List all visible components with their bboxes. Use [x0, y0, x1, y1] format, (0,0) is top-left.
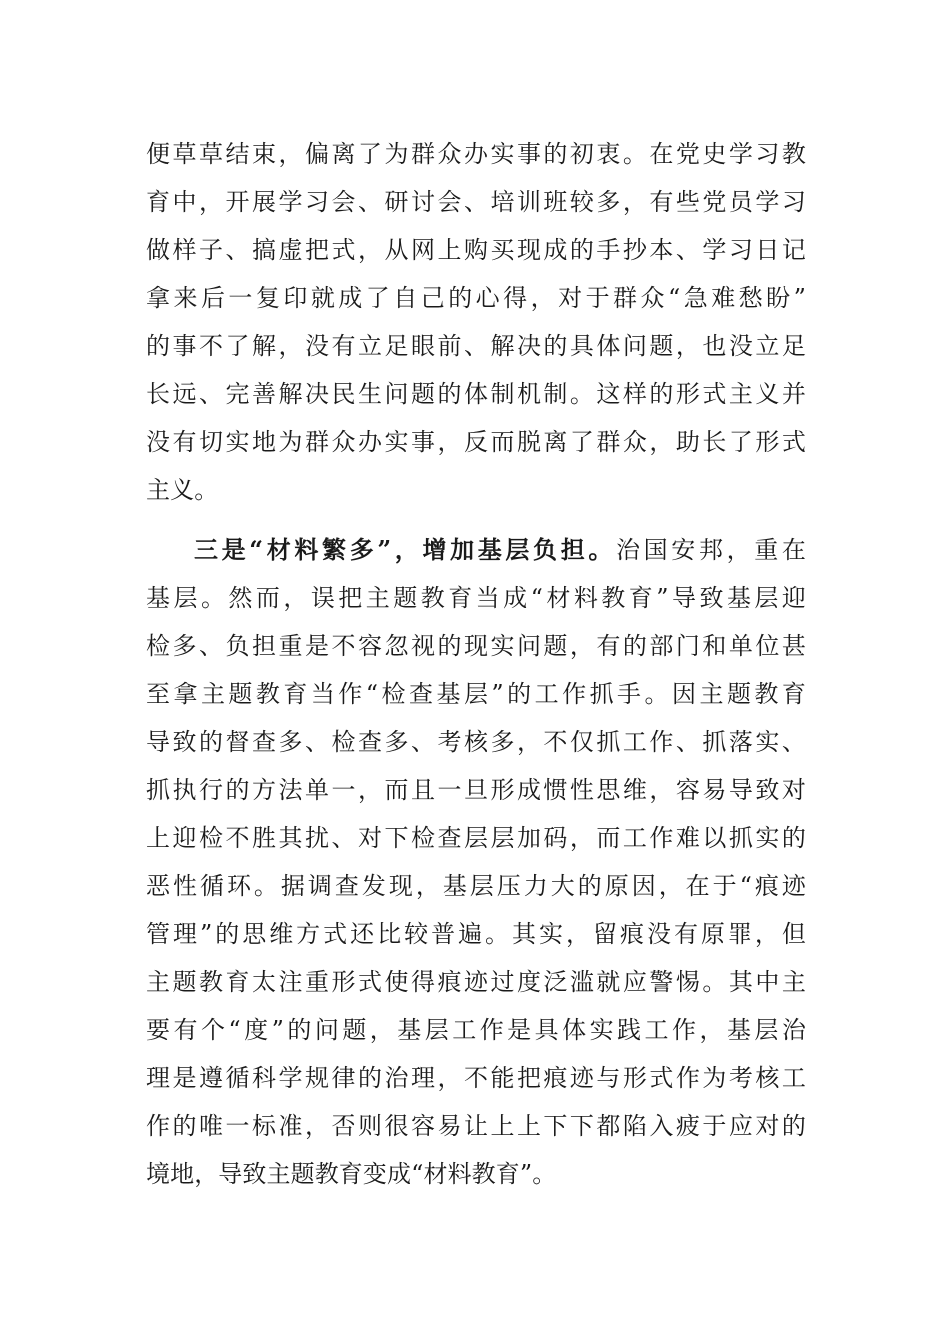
- p1-line-1: 便草草结束，偏离了为群众办实事的初衷。在党史学习教: [146, 140, 806, 168]
- p1-line-8: 主义。: [146, 476, 219, 504]
- p1-line-6: 长远、完善解决民生问题的体制机制。这样的形式主义并: [146, 380, 806, 408]
- p1-line-2: 育中，开展学习会、研讨会、培训班较多，有些党员学习: [146, 188, 806, 216]
- p2-line-14: 境地，导致主题教育变成“材料教育”。: [146, 1160, 557, 1188]
- p1-line-3: 做样子、搞虚把式，从网上购买现成的手抄本、学习日记: [146, 236, 806, 264]
- p2-line-6: 抓执行的方法单一，而且一旦形成惯性思维，容易导致对: [146, 776, 806, 804]
- p1-line-4: 拿来后一复印就成了自己的心得，对于群众“急难愁盼”: [146, 284, 806, 312]
- p2-line-9: 管理”的思维方式还比较普遍。其实，留痕没有原罪，但: [146, 920, 806, 948]
- p2-line-5: 导致的督查多、检查多、考核多，不仅抓工作、抓落实、: [146, 728, 806, 756]
- p1-line-7: 没有切实地为群众办实事，反而脱离了群众，助长了形式: [146, 428, 806, 456]
- p2-heading: 三是“材料繁多”，增加基层负担。: [194, 535, 616, 564]
- p2-line-10: 主题教育太注重形式使得痕迹过度泛滥就应警惕。其中主: [146, 968, 806, 996]
- p2-line-2: 基层。然而，误把主题教育当成“材料教育”导致基层迎: [146, 584, 806, 612]
- p2-first-line: [194, 526, 806, 574]
- p2-line-12: 理是遵循科学规律的治理，不能把痕迹与形式作为考核工: [146, 1064, 806, 1092]
- p2-first-line-rest: 治国安邦，重在: [616, 536, 806, 564]
- p2-line-4: 至拿主题教育当作“检查基层”的工作抓手。因主题教育: [146, 680, 806, 708]
- p1-line-5: 的事不了解，没有立足眼前、解决的具体问题，也没立足: [146, 332, 806, 360]
- p2-line-8: 恶性循环。据调查发现，基层压力大的原因，在于“痕迹: [146, 872, 806, 900]
- p2-line-7: 上迎检不胜其扰、对下检查层层加码，而工作难以抓实的: [146, 824, 806, 852]
- p2-line-13: 作的唯一标准，否则很容易让上上下下都陷入疲于应对的: [146, 1112, 806, 1140]
- p2-line-11: 要有个“度”的问题，基层工作是具体实践工作，基层治: [146, 1016, 806, 1044]
- p2-line-3: 检多、负担重是不容忽视的现实问题，有的部门和单位甚: [146, 632, 806, 660]
